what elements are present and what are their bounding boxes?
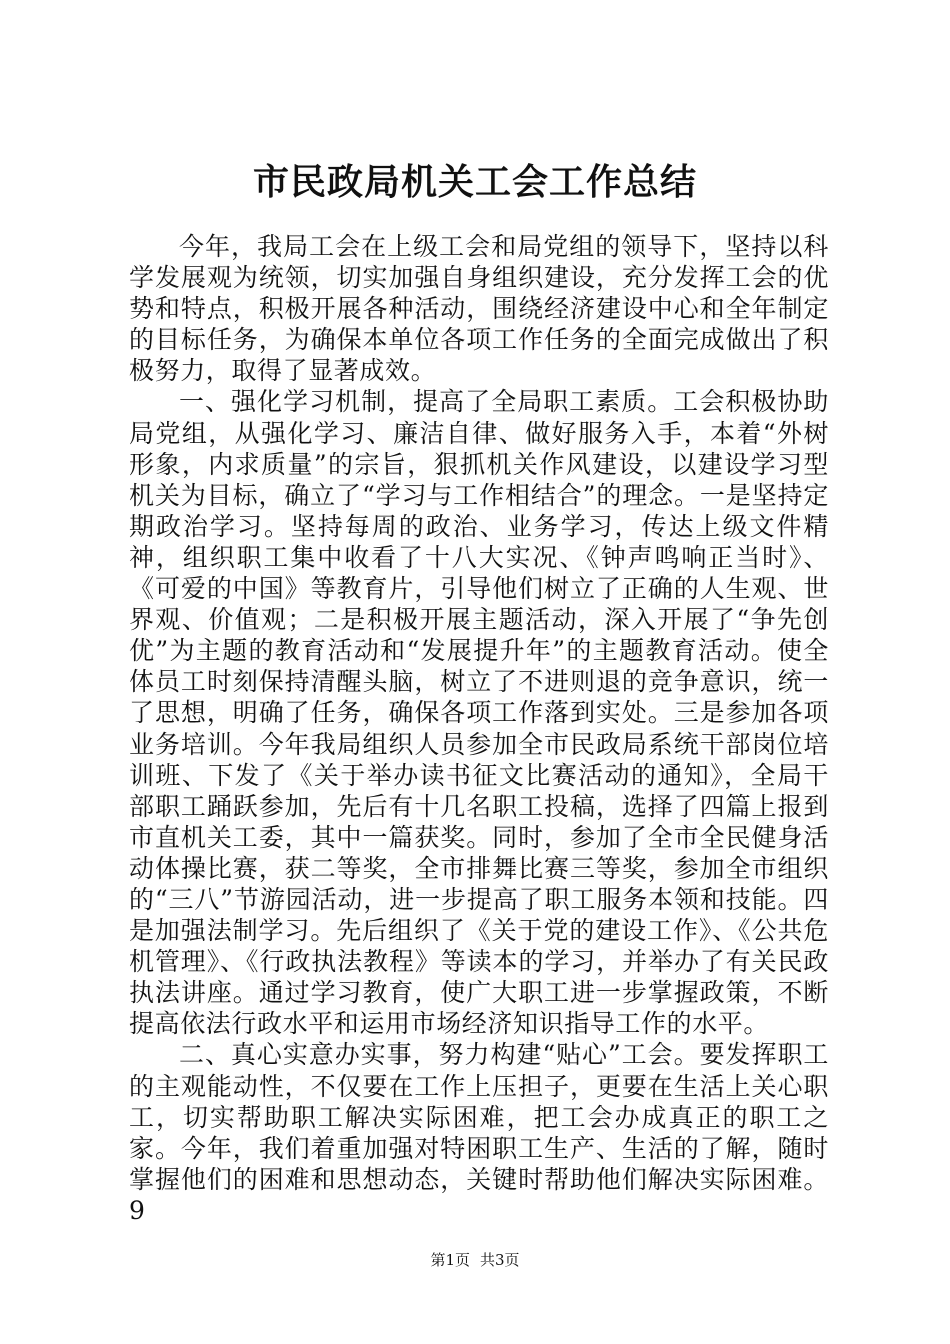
page-number: 第1页 — [430, 1251, 470, 1269]
page-footer — [0, 1250, 950, 1270]
document-body — [129, 231, 829, 1226]
section-two-paragraph: 二、真心实意办实事，努力构建“贴心”工会。要发挥职工的主观能动性，不仅要在工作上压担子，更要在生活上关心职工，切实帮助职工解决实际困难，把工会办成真正的职工之家。今年，我们着重加强对特困职工生产、生活的了解，随时掌握他们的困难和思想动态，关键时帮助他们解决实际困难。9 — [129, 1040, 829, 1225]
section-one-paragraph: 一、强化学习机制，提高了全局职工素质。工会积极协助局党组，从强化学习、廉洁自律、做好服务入手，本着“外树形象，内求质量”的宗旨，狠抓机关作风建设，以建设学习型机关为目标，确立了“学习与工作相结合”的理念。一是坚持定期政治学习。坚持每周的政治、业务学习，传达上级文件精神，组织职工集中收看了十八大实况、《钟声鸣响正当时》、《可爱的中国》等教育片，引导他们树立了正确的人生观、世界观、价值观；二是积极开展主题活动，深入开展了“争先创优”为主题的教育活动和“发展提升年”的主题教育活动。使全体员工时刻保持清醒头脑，树立了不进则退的竞争意识，统一了思想，明确了任务，确保各项工作落到实处。三是参加各项业务培训。今年我局组织人员参加全市民政局系统干部岗位培训班、下发了《关于举办读书征文比赛活动的通知》，全局干部职工踊跃参加，先后有十几名职工投稿，选择了四篇上报到市直机关工委，其中一篇获奖。同时，参加了全市全民健身活动体操比赛，获二等奖，全市排舞比赛三等奖，参加全市组织的“三八”节游园活动，进一步提高了职工服务本领和技能。四是加强法制学习。先后组织了《关于党的建设工作》、《公共危机管理》、《行政执法教程》等读本的学习，并举办了有关民政执法讲座。通过学习教育，使广大职工进一步掌握政策，不断提高依法行政水平和运用市场经济知识指导工作的水平。 — [129, 387, 829, 1039]
document-title: 市民政局机关工会工作总结 — [252, 161, 697, 203]
intro-paragraph: 今年，我局工会在上级工会和局党组的领导下，坚持以科学发展观为统领，切实加强自身组织建设，充分发挥工会的优势和特点，积极开展各种活动，围绕经济建设中心和全年制定的目标任务，为确保本单位各项工作任务的全面完成做出了积极努力，取得了显著成效。 — [129, 232, 829, 386]
page-total: 共3页 — [480, 1251, 520, 1269]
